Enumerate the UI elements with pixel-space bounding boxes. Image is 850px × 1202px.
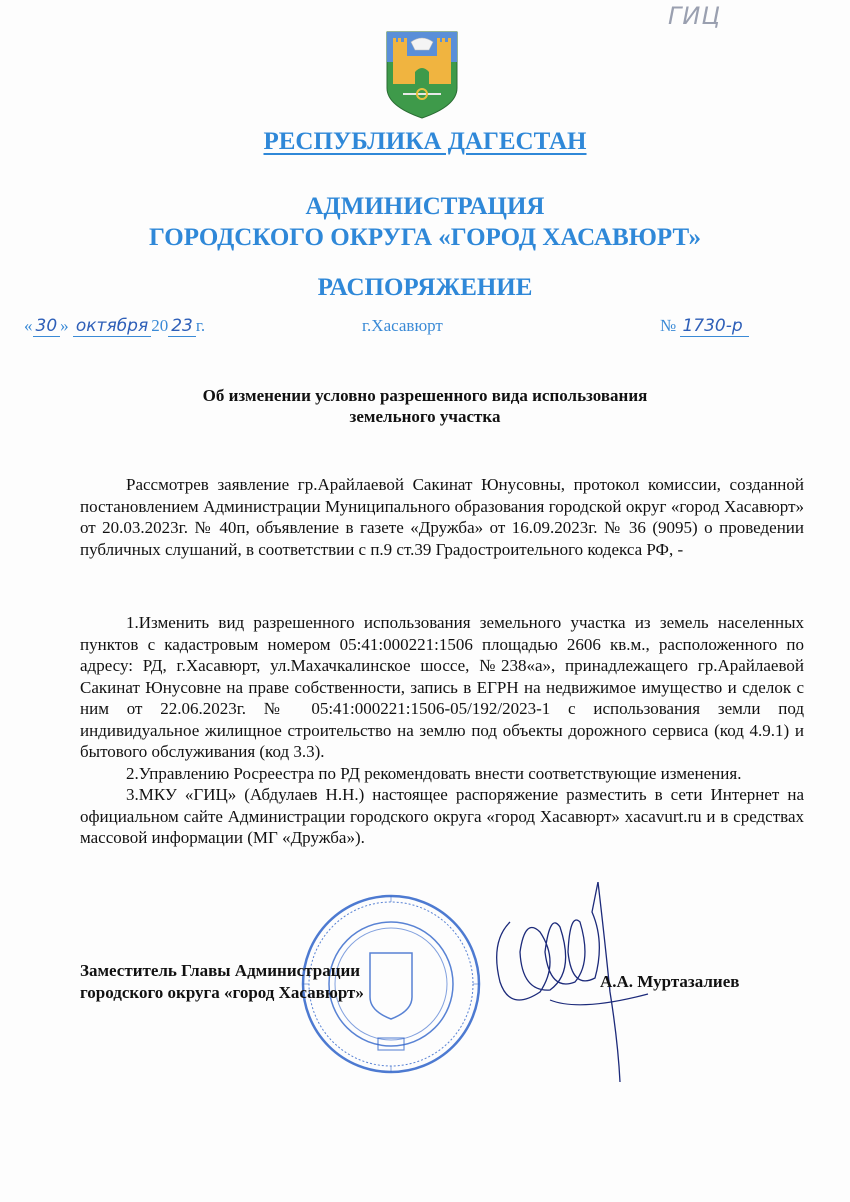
preamble-text: Рассмотрев заявление гр.Арайлаевой Сакинат Юнусовны, протокол комиссии, созданной постановлением Администрации Муниципального образования городской округ «город Хасавюрт» от 20.03.2023г. № 40п, объявление в газете «Дружба» от 16.09.2023г. № 36 (9095) о проведении публичных слушаний, в соответствии с п.9 ст.39 Градостроительного кодекса РФ, - xyxy=(80,475,804,559)
number-prefix: № xyxy=(660,316,677,335)
date-month: октября xyxy=(73,316,151,337)
signatory-name: А.А. Муртазалиев xyxy=(600,972,740,991)
administration-subheading: ГОРОДСКОГО ОКРУГА «ГОРОД ХАСАВЮРТ» xyxy=(149,224,701,251)
order-item-3: 3.МКУ «ГИЦ» (Абдулаев Н.Н.) настоящее распоряжение разместить в сети Интернет на официальном сайте Администрации городского округа «город Хасавюрт» xacavurt.ru и в средствах массовой информации (МГ «Дружба»). xyxy=(80,785,804,847)
document-date xyxy=(24,316,205,336)
date-year-suffix: 23 xyxy=(168,316,196,337)
date-year-unit: г. xyxy=(195,316,206,335)
date-day: 30 xyxy=(33,316,61,337)
date-year-prefix: 20 xyxy=(151,316,169,335)
document-type-heading: РАСПОРЯЖЕНИЕ xyxy=(317,274,533,301)
signatory-title-line-1: Заместитель Главы Администрации xyxy=(80,961,361,980)
order-item-1: 1.Изменить вид разрешенного использования земельного участка из земель населенных пунктов с кадастровым номером 05:41:000221:1506 площадью 2606 кв.м., расположенного по адресу: РД, г.Хасавюрт, ул.Махачкалинское шоссе, №238«а», принадлежащего гр.Арайлаевой Сакинат Юнусовне на праве собственности, запись в ЕГРН на недвижимое имущество и сделок с ним от 22.06.2023г. № 05:41:000221:1506-05/192/2023-1 с использования земли под индивидуальное жилищное строительство на землю под объекты дорожного сервиса (код 4.9.1) и бытового обслуживания (код 3.3). xyxy=(80,613,804,761)
handwritten-corner-note: ГИЦ xyxy=(668,2,721,30)
number-value: 1730-р xyxy=(680,316,748,337)
document-number xyxy=(660,316,749,336)
document-city: г.Хасавюрт xyxy=(362,316,443,335)
republic-heading: РЕСПУБЛИКА ДАГЕСТАН xyxy=(263,128,587,155)
order-items xyxy=(80,612,804,849)
coat-of-arms-emblem xyxy=(385,30,459,120)
administration-heading: АДМИНИСТРАЦИЯ xyxy=(305,193,545,220)
order-item-2: 2.Управлению Росреестра по РД рекомендовать внести соответствующие изменения. xyxy=(126,763,742,783)
date-close-quote: » xyxy=(60,316,69,335)
subject-line-1: Об изменении условно разрешенного вида использования xyxy=(202,386,648,405)
signatory-title xyxy=(80,960,364,1004)
signatory-title-line-2: городского округа «город Хасавюрт» xyxy=(80,983,364,1002)
document-subject xyxy=(0,385,850,427)
preamble xyxy=(80,474,804,560)
subject-line-2: земельного участка xyxy=(349,407,501,426)
date-open-quote: « xyxy=(24,316,33,335)
